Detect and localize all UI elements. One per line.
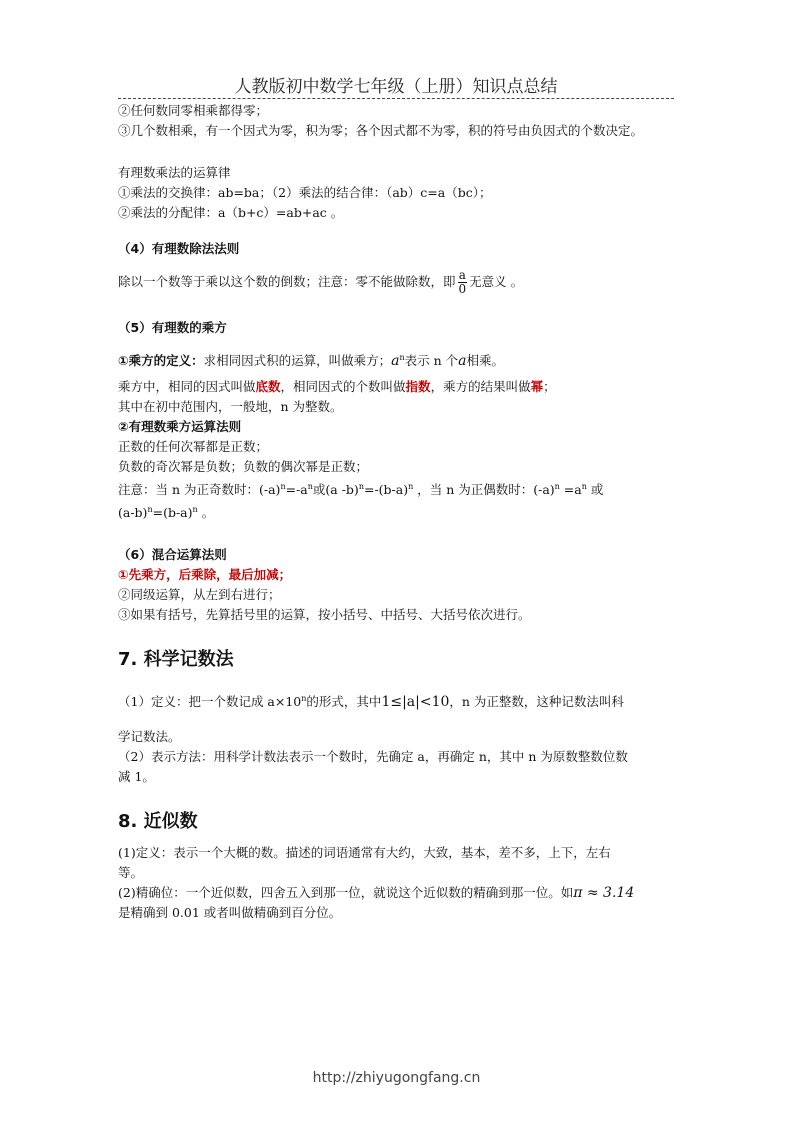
division-text: 除以一个数等于乘以这个数的倒数；注意：零不能做除数，即	[118, 274, 456, 289]
note-text: 或(a -b)	[312, 482, 359, 498]
power-terms-text: ，乘方的结果叫做	[430, 379, 531, 395]
power-def-text2: 表示 n 个	[404, 353, 459, 369]
power-def-symbol: a	[391, 353, 400, 370]
power-scope: 其中在初中范围内，一般地，n 为整数。	[118, 399, 343, 415]
division-heading: （4）有理数除法法则	[118, 241, 240, 256]
note-text: ，当 n 为正偶数时：(-a)	[413, 482, 555, 498]
mult-law-1: ①乘法的交换律：ab=ba；（2）乘法的结合律：（ab）c=a（bc）；	[118, 185, 492, 200]
power-rules-heading: ②有理数乘方运算法则	[118, 419, 242, 435]
header-divider	[118, 98, 674, 99]
note-sup: n	[280, 482, 286, 492]
mixed-rule-3: ③如果有括号，先算括号里的运算，按小括号、中括号、大括号依次进行。	[118, 607, 531, 623]
note-text: 或	[586, 482, 604, 498]
section-8-title: 8. 近似数	[118, 810, 198, 832]
sci-def-inequality: 1≤|a|<10	[381, 694, 450, 711]
power-terms	[118, 377, 674, 397]
division-tail: 无意义 。	[469, 274, 524, 289]
mixed-rule-2: ②同级运算，从左到右进行；	[118, 587, 281, 603]
power-heading: （5）有理数的乘方	[118, 320, 227, 335]
power-terms-text: 乘方中，相同的因式叫做	[118, 379, 256, 395]
power-rule-positive: 正数的任何次幂都是正数；	[118, 439, 269, 455]
approx-precision	[118, 883, 674, 903]
note-text: 。	[197, 505, 215, 521]
sci-def-text: 的形式，其中	[306, 694, 382, 710]
mult-rule-2: ②任何数同零相乘都得零；	[118, 103, 269, 118]
note-sup: n	[358, 482, 364, 492]
note-sup: n	[192, 505, 198, 515]
power-def-text: 求相同因式积的运算，叫做乘方；	[203, 353, 392, 369]
note-sup: n	[307, 482, 313, 492]
approx-definition-cont: 等。	[118, 864, 144, 880]
note-text: =-(b-a)	[363, 482, 409, 498]
note-sup: n	[147, 505, 153, 515]
power-terms-text: ；	[543, 379, 556, 395]
term-power: 幂	[530, 379, 544, 395]
note-text: =-a	[285, 482, 308, 498]
term-base: 底数	[255, 379, 281, 395]
power-definition	[118, 348, 674, 371]
sci-method: （2）表示方法：用科学计数法表示一个数时，先确定 a，再确定 n，其中 n 为原数整数位数	[118, 748, 628, 764]
power-def-symbol2: a	[458, 353, 467, 370]
power-rule-negative: 负数的奇次幂是负数；负数的偶次幂是正数；	[118, 459, 369, 475]
power-def-label: ①乘方的定义：	[118, 353, 204, 369]
sci-def-text: （1）定义：把一个数记成 a×10	[118, 694, 302, 710]
page-content	[118, 101, 674, 923]
sci-def-sup: n	[301, 694, 307, 704]
power-terms-text: ，相同因式的个数叫做	[280, 379, 406, 395]
a-over-zero-fraction	[458, 269, 468, 296]
note-text: =(b-a)	[152, 505, 193, 521]
note-sup: n	[408, 482, 414, 492]
mixed-heading: （6）混合运算法则	[118, 547, 227, 563]
term-exponent: 指数	[405, 379, 431, 395]
approx-definition: (1)定义：表示一个大概的数。描述的词语通常有大约，大致，基本，差不多，上下，左右	[118, 844, 611, 860]
mixed-rule-1: ①先乘方，后乘除，最后加减；	[118, 567, 292, 583]
pi-approx: π ≈ 3.14	[573, 884, 635, 901]
note-text: =a	[559, 482, 582, 498]
mult-law-2: ②乘法的分配律：a（b+c）=ab+ac 。	[118, 205, 344, 220]
note-text: 注意：当 n 为正奇数时：(-a)	[118, 482, 281, 498]
note-sup: n	[554, 482, 560, 492]
sci-definition	[118, 689, 674, 712]
sci-def-text: ，n 为正整数，这种记数法叫科	[449, 694, 624, 710]
fraction-denominator: 0	[458, 282, 467, 296]
mult-laws-title: 有理数乘法的运算律	[118, 165, 231, 180]
page-header: 人教版初中数学七年级（上册）知识点总结	[234, 77, 558, 97]
power-def-sup: n	[399, 353, 405, 362]
sci-definition-cont: 学记数法。	[118, 728, 181, 744]
mult-rule-3: ③几个数相乘，有一个因式为零，积为零；各个因式都不为零，积的符号由负因式的个数决定。	[118, 123, 644, 138]
approx-precision-cont: 是精确到 0.01 或者叫做精确到百分位。	[118, 904, 342, 920]
note-text: (a-b)	[118, 505, 148, 521]
section-7-title: 7. 科学记数法	[118, 649, 234, 671]
power-note-cont	[118, 500, 674, 523]
approx-prec-text: (2)精确位：一个近似数，四舍五入到那一位，就说这个近似数的精确到那一位。如	[118, 884, 574, 900]
power-note	[118, 477, 674, 500]
fraction-numerator: a	[458, 268, 466, 282]
sci-method-cont: 减 1。	[118, 768, 155, 784]
note-sup: n	[581, 482, 587, 492]
footer-url: http://zhiyugongfang.cn	[312, 1070, 481, 1086]
division-rule	[118, 269, 674, 296]
power-def-text3: 相乘。	[466, 353, 504, 369]
